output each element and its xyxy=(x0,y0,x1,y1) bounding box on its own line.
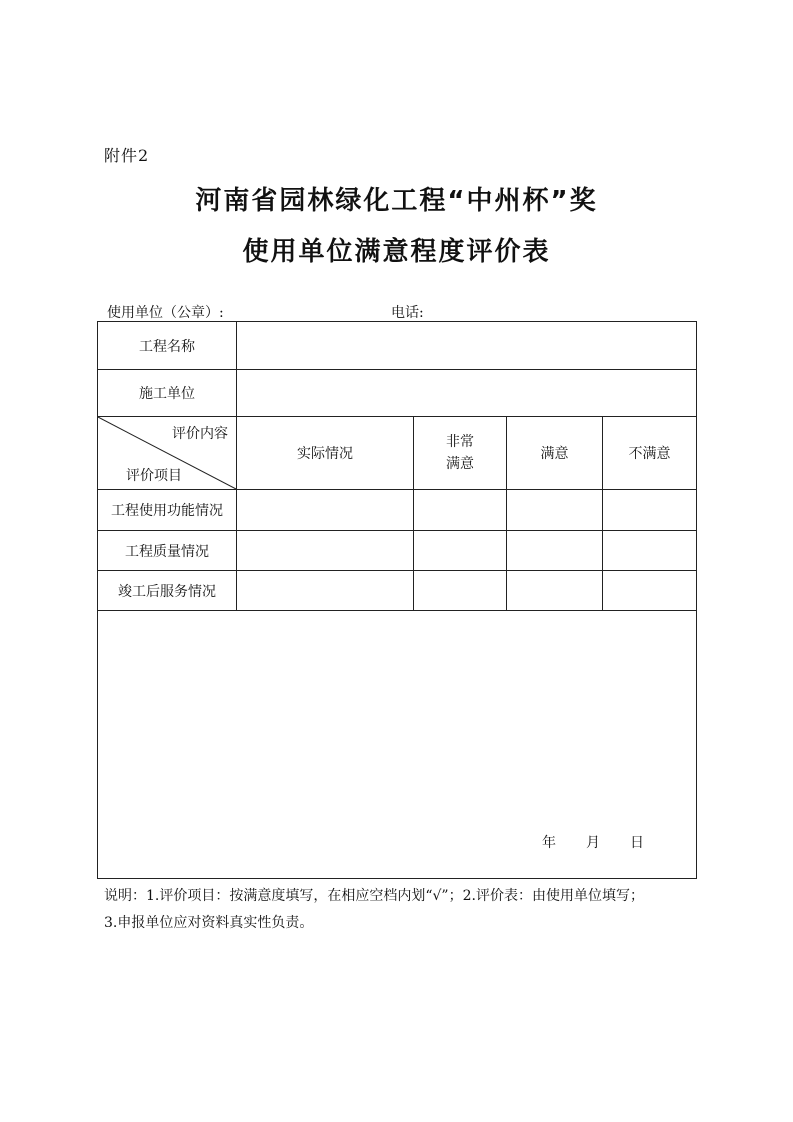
header-evaluation-content: 评价内容 xyxy=(172,426,228,442)
header-very-satisfied-line2: 满意 xyxy=(446,456,474,472)
project-name-label: 工程名称 xyxy=(98,322,237,370)
diagonal-header-cell xyxy=(98,417,237,490)
table-row xyxy=(98,571,697,611)
date-month: 月 xyxy=(586,835,600,851)
row-label: 竣工后服务情况 xyxy=(98,571,237,611)
attachment-label: 附件2 xyxy=(104,146,150,165)
header-very-satisfied xyxy=(414,417,507,490)
cell-satisfied[interactable] xyxy=(507,531,603,571)
header-actual: 实际情况 xyxy=(237,417,414,490)
project-name-field[interactable] xyxy=(237,322,697,370)
header-satisfied: 满意 xyxy=(507,417,603,490)
cell-unsatisfied[interactable] xyxy=(603,490,697,531)
signature-area[interactable] xyxy=(98,611,697,879)
header-evaluation-item: 评价项目 xyxy=(126,468,182,484)
evaluation-table xyxy=(97,321,697,879)
cell-very-satisfied[interactable] xyxy=(414,531,507,571)
cell-unsatisfied[interactable] xyxy=(603,531,697,571)
cell-satisfied[interactable] xyxy=(507,490,603,531)
row-label: 工程使用功能情况 xyxy=(98,490,237,531)
project-name-row xyxy=(98,322,697,370)
contractor-row xyxy=(98,370,697,417)
row-label: 工程质量情况 xyxy=(98,531,237,571)
cell-very-satisfied[interactable] xyxy=(414,571,507,611)
note-line-1: 说明：1.评价项目：按满意度填写，在相应空档内划“√”；2.评价表：由使用单位填写； xyxy=(104,888,644,904)
cell-unsatisfied[interactable] xyxy=(603,571,697,611)
date-year: 年 xyxy=(542,835,556,851)
cell-satisfied[interactable] xyxy=(507,571,603,611)
title-line-1: 河南省园林绿化工程“中州杯”奖 xyxy=(195,186,598,216)
contractor-label: 施工单位 xyxy=(98,370,237,417)
header-row xyxy=(98,417,697,490)
signature-row xyxy=(98,611,697,879)
phone-label: 电话: xyxy=(391,305,424,321)
unit-seal-label: 使用单位（公章）: xyxy=(107,305,224,321)
cell-actual[interactable] xyxy=(237,571,414,611)
header-unsatisfied: 不满意 xyxy=(603,417,697,490)
contractor-field[interactable] xyxy=(237,370,697,417)
cell-actual[interactable] xyxy=(237,490,414,531)
cell-actual[interactable] xyxy=(237,531,414,571)
title-line-2: 使用单位满意程度评价表 xyxy=(242,237,551,267)
cell-very-satisfied[interactable] xyxy=(414,490,507,531)
date-day: 日 xyxy=(630,835,644,851)
table-row xyxy=(98,531,697,571)
table-row xyxy=(98,490,697,531)
date-line xyxy=(542,832,644,852)
header-very-satisfied-line1: 非常 xyxy=(446,434,474,450)
note-line-2: 3.申报单位应对资料真实性负责。 xyxy=(104,915,314,931)
